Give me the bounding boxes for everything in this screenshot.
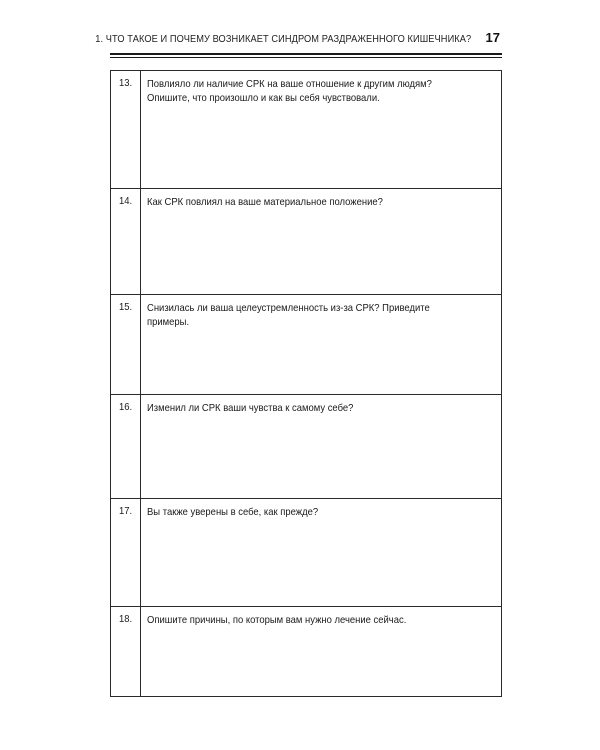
question-text: Изменил ли СРК ваши чувства к самому себе? [147,402,354,414]
question-number: 13. [119,77,133,89]
question-text: Опишите причины, по которым вам нужно лечение сейчас. [147,614,407,626]
question-text: Вы также уверены в себе, как прежде? [147,506,319,518]
question-number: 16. [119,401,133,413]
question-number: 15. [119,301,133,313]
question-row-18 [111,607,501,696]
question-row-17 [111,499,501,607]
number-cell [111,607,141,696]
page-number: 17 [485,30,500,45]
question-text: Повлияло ли наличие СРК на ваше отношение к другим людям? Опишите, что произошло и как вы себя чувствовали. [147,78,432,104]
number-cell [111,395,141,498]
question-row-13 [111,71,501,189]
number-cell [111,295,141,394]
question-number: 17. [119,505,133,517]
header-rule-thin [110,57,502,58]
question-table [110,70,502,697]
number-cell [111,189,141,294]
chapter-title: 1. ЧТО ТАКОЕ И ПОЧЕМУ ВОЗНИКАЕТ СИНДРОМ РАЗДРАЖЕННОГО КИШЕЧНИКА? [95,33,472,45]
question-row-14 [111,189,501,295]
header-rule [110,53,502,55]
question-text: Снизилась ли ваша целеустремленность из-за СРК? Приведите примеры. [147,302,430,328]
question-text: Как СРК повлиял на ваше материальное положение? [147,196,383,208]
running-header [95,30,500,50]
question-number: 18. [119,613,133,625]
question-row-16 [111,395,501,499]
question-number: 14. [119,195,133,207]
question-row-15 [111,295,501,395]
number-cell [111,71,141,188]
number-cell [111,499,141,606]
